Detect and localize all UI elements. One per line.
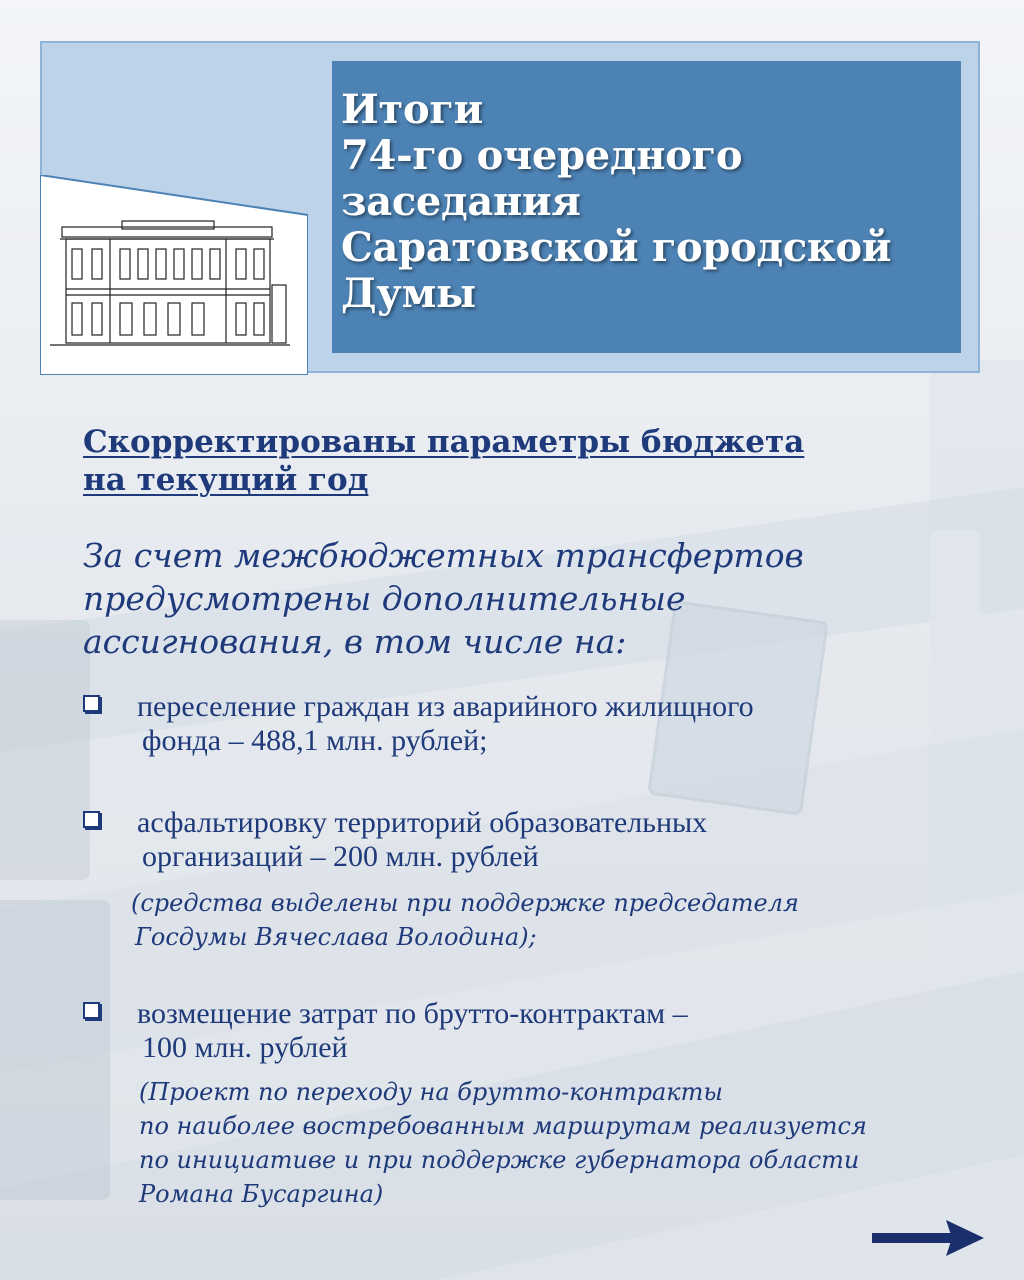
intro-line: За счет межбюджетных трансфертов <box>83 536 804 575</box>
list-item-note <box>139 1075 999 1211</box>
section-heading <box>83 423 963 499</box>
list-item-line: возмещение затрат по брутто-контрактам – <box>137 997 688 1030</box>
note-line: (Проект по переходу на брутто-контракты <box>139 1078 723 1106</box>
list-item-text <box>137 997 977 1065</box>
intro-text <box>83 534 963 663</box>
heading-line: Скорректированы параметры бюджета <box>83 424 805 460</box>
note-line: Романа Бусаргина) <box>139 1180 384 1208</box>
list-item-line: асфальтировку территорий образовательных <box>137 806 708 839</box>
page-title <box>341 87 955 317</box>
list-item-text <box>137 806 977 874</box>
list-item-line: организаций – 200 млн. рублей <box>142 840 539 873</box>
intro-line: ассигнования, в том числе на: <box>83 622 627 661</box>
checkbox-bullet-icon <box>83 811 100 828</box>
list-item-line: 100 млн. рублей <box>142 1031 348 1064</box>
list-item-line: фонда – 488,1 млн. рублей; <box>142 724 488 757</box>
arrow-right-icon[interactable] <box>870 1218 986 1258</box>
list-item-line: переселение граждан из аварийного жилищного <box>137 690 754 723</box>
title-line: 74-го очередного <box>341 132 743 179</box>
note-line: по инициативе и при поддержке губернатора области <box>139 1146 860 1174</box>
intro-line: предусмотрены дополнительные <box>83 579 686 618</box>
title-line: Итоги <box>341 86 483 133</box>
checkbox-bullet-icon <box>83 1002 100 1019</box>
city-duma-building-logo <box>40 175 308 375</box>
note-line: (средства выделены при поддержке председателя <box>131 889 799 917</box>
checkbox-bullet-icon <box>83 695 100 712</box>
title-line: заседания <box>341 178 581 225</box>
note-line: Госдумы Вячеслава Володина); <box>135 923 537 951</box>
heading-line: на текущий год <box>83 462 369 498</box>
title-line: Саратовской городской <box>341 224 892 271</box>
note-line: по наиболее востребованным маршрутам реализуется <box>139 1112 867 1140</box>
list-item-text <box>137 690 977 758</box>
title-box <box>332 61 961 353</box>
list-item-note <box>131 886 991 954</box>
title-line: Думы <box>341 270 476 317</box>
